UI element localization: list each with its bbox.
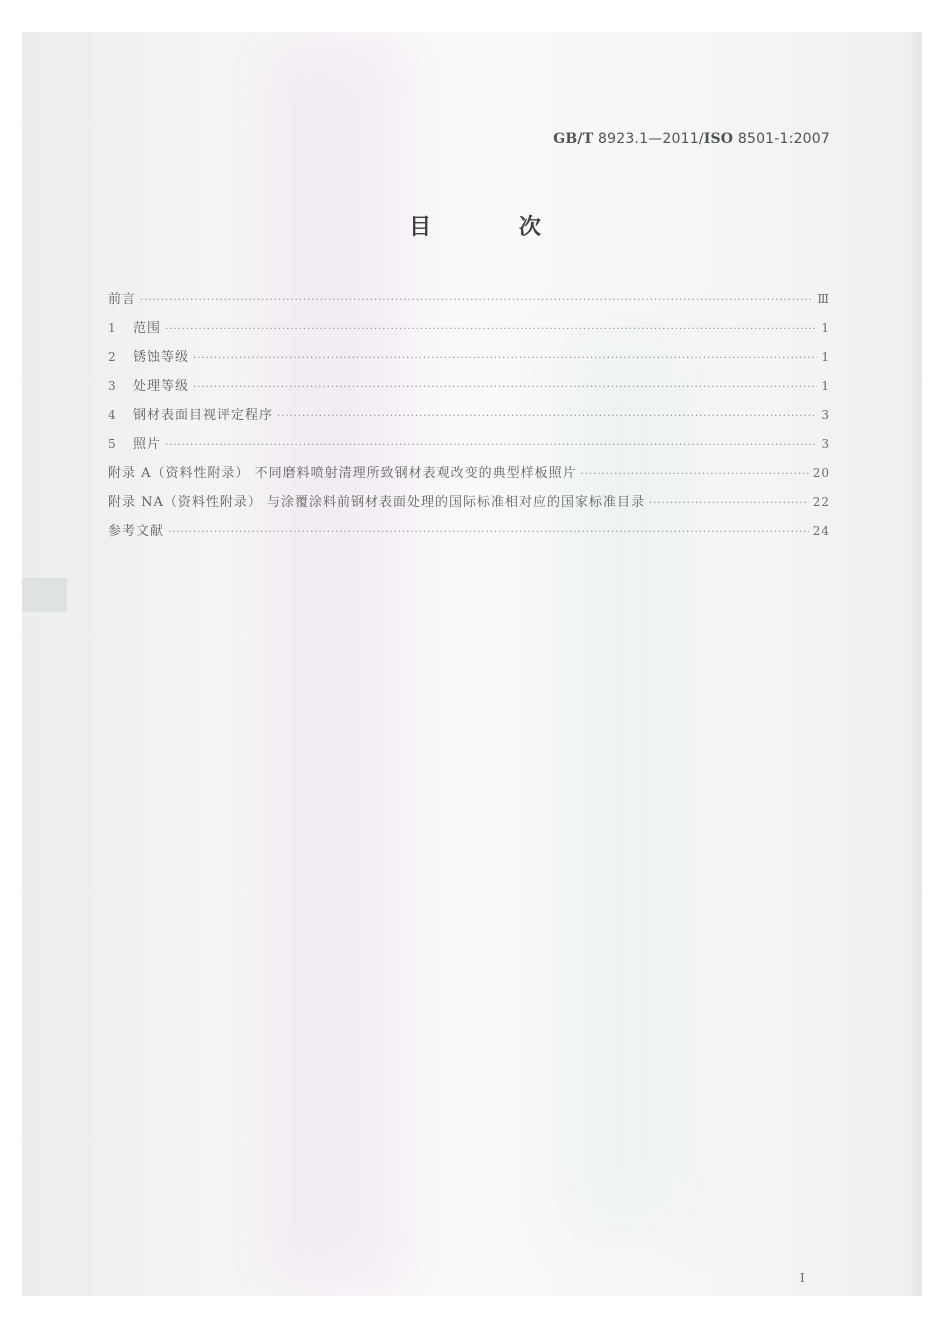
toc-entry-assessment-procedure[interactable] (108, 404, 830, 433)
toc-entry-number: 2 (108, 350, 117, 364)
toc-entry-foreword[interactable] (108, 288, 830, 317)
toc-entry-title: 附录 A（资料性附录） 不同磨料喷射清理所致钢材表观改变的典型样板照片 (108, 466, 577, 481)
standard-prefix: GB/T (553, 131, 594, 147)
toc-entry-rust-grades[interactable] (108, 346, 830, 375)
toc-entry-title: 前言 (108, 292, 137, 307)
dot-leader (193, 382, 817, 393)
toc-entry-title: 范围 (133, 321, 162, 336)
dot-leader (277, 411, 817, 422)
toc-entry-annex-a[interactable] (108, 462, 830, 491)
dot-leader (140, 295, 813, 306)
toc-entry-number: 3 (108, 379, 117, 393)
toc-entry-number: 5 (108, 437, 117, 451)
toc-entry-title: 锈蚀等级 (133, 350, 190, 365)
toc-entry-number: 1 (108, 321, 117, 335)
dot-leader (165, 324, 817, 335)
toc-entry-page: 3 (821, 437, 830, 451)
toc-entry-title: 参考文献 (108, 524, 165, 539)
standard-number: 8923.1—2011/ (598, 131, 704, 147)
toc-entry-title: 附录 NA（资料性附录） 与涂覆涂料前钢材表面处理的国际标准相对应的国家标准目录 (108, 495, 646, 510)
toc-entry-bibliography[interactable] (108, 520, 830, 549)
page-title: 目 次 (409, 215, 581, 240)
toc-entry-page: 1 (821, 321, 830, 335)
dot-leader (581, 469, 809, 480)
toc-entry-page: 22 (812, 495, 830, 509)
iso-number: 8501-1:2007 (737, 131, 830, 147)
toc-entry-title: 照片 (133, 437, 162, 452)
toc-entry-number: 4 (108, 408, 117, 422)
page-number: I (800, 1271, 805, 1285)
table-of-contents (108, 288, 830, 549)
toc-entry-preparation-grades[interactable] (108, 375, 830, 404)
toc-entry-page: 24 (812, 524, 830, 538)
toc-entry-title: 钢材表面目视评定程序 (133, 408, 274, 423)
dot-leader (168, 527, 809, 538)
toc-entry-scope[interactable] (108, 317, 830, 346)
toc-entry-annex-na[interactable] (108, 491, 830, 520)
toc-entry-page: 20 (812, 466, 830, 480)
toc-entry-page: Ⅲ (817, 292, 830, 306)
toc-entry-photographs[interactable] (108, 433, 830, 462)
iso-prefix: ISO (703, 131, 734, 147)
dot-leader (165, 440, 817, 451)
binding-mark (22, 578, 67, 612)
toc-entry-page: 1 (821, 379, 830, 393)
toc-entry-title: 处理等级 (133, 379, 190, 394)
standard-designation (553, 131, 830, 147)
toc-entry-page: 1 (821, 350, 830, 364)
toc-entry-page: 3 (821, 408, 830, 422)
dot-leader (649, 498, 809, 509)
dot-leader (193, 353, 817, 364)
